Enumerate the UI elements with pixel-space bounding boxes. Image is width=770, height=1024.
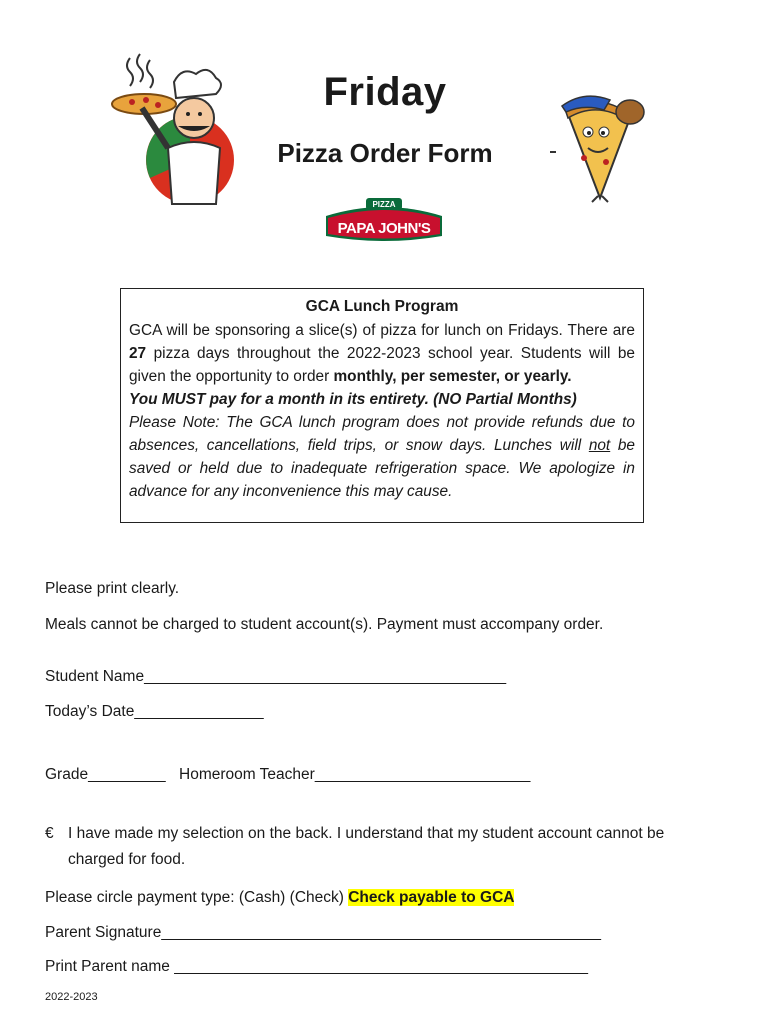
program-text: pizza days throughout the 2022-2023 school year. Students will be given the opportunity to order <box>129 345 635 385</box>
grade-field[interactable]: Grade_________ <box>45 766 166 783</box>
pizza-slice-mascot-illustration <box>548 92 648 204</box>
confirmation-line: charged for food. <box>68 851 186 868</box>
print-clearly-instruction: Please print clearly. <box>45 580 180 597</box>
confirmation-statement <box>68 821 708 873</box>
program-text: GCA will be sponsoring a slice(s) of pizza for lunch on Fridays. There are <box>129 322 635 339</box>
svg-text:PAPA JOHN'S: PAPA JOHN'S <box>337 220 431 237</box>
refund-note-text: be saved or held due to inadequate refrigeration space. We apologize in advance for any inconvenience this may cause. <box>129 437 635 500</box>
parent-signature-field[interactable]: Parent Signature___________________________________________________ <box>45 924 601 941</box>
program-paragraph <box>129 319 635 388</box>
payment-type-label: Please circle payment type: (Cash) (Check) <box>45 889 349 906</box>
print-parent-name-field[interactable]: Print Parent name ________________________________________________ <box>45 958 589 975</box>
check-payable-note: Check payable to GCA <box>348 889 515 906</box>
lunch-program-notice <box>120 288 644 523</box>
student-name-field[interactable]: Student Name__________________________________________ <box>45 668 507 685</box>
refund-note-emphasis: not <box>588 437 611 454</box>
payment-rule: You MUST pay for a month in its entirety. (NO Partial Months) <box>129 391 577 408</box>
meals-charge-note: Meals cannot be charged to student account(s). Payment must accompany order. <box>45 616 604 633</box>
footer-year: 2022-2023 <box>45 991 98 1003</box>
refund-note <box>129 411 635 503</box>
pizza-days-count: 27 <box>129 345 147 362</box>
program-title: GCA Lunch Program <box>305 298 459 315</box>
page-subtitle: Pizza Order Form <box>277 138 493 168</box>
papa-johns-logo <box>322 196 446 244</box>
todays-date-field[interactable]: Today’s Date_______________ <box>45 703 264 720</box>
payment-type-row[interactable] <box>45 889 514 907</box>
refund-note-text: Please Note: The GCA lunch program does not provide refunds due to absences, cancellations, field trips, or snow days. Lunches will <box>129 414 635 454</box>
confirmation-checkbox[interactable]: € <box>45 825 54 842</box>
page-title: Friday <box>323 70 447 114</box>
order-frequency: monthly, per semester, or yearly. <box>333 368 572 385</box>
homeroom-teacher-field[interactable]: Homeroom Teacher_________________________ <box>179 766 531 783</box>
svg-text:PIZZA: PIZZA <box>372 200 396 209</box>
confirmation-line: I have made my selection on the back. I understand that my student account cannot be <box>68 825 665 842</box>
